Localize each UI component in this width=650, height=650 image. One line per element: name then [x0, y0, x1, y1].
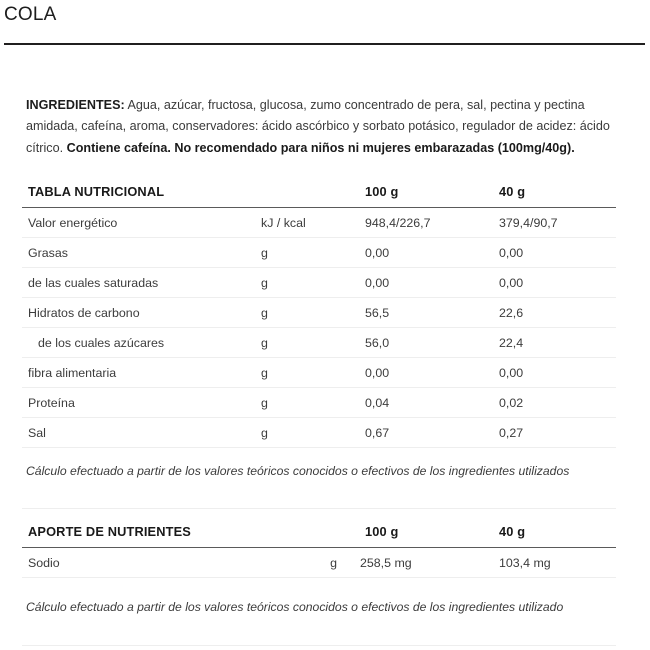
product-title: COLA: [4, 4, 57, 25]
row-label: Grasas: [22, 238, 260, 268]
row-value-40g: 0,00: [495, 358, 616, 388]
row-value-40g: 103,4 mg: [495, 548, 616, 578]
row-label: Proteína: [22, 388, 260, 418]
nutritional-table-body: [22, 208, 616, 448]
nutrients-table-body: [22, 548, 616, 578]
nutritional-table-title: TABLA NUTRICIONAL: [22, 176, 260, 208]
row-value-40g: 22,4: [495, 328, 616, 358]
table-row: [22, 298, 616, 328]
row-unit: g: [260, 548, 360, 578]
row-unit: g: [260, 268, 360, 298]
ingredients-warning: Contiene cafeína. No recomendado para niños ni mujeres embarazadas (100mg/40g).: [66, 140, 575, 155]
table-row: [22, 208, 616, 238]
nutrients-table: [22, 516, 616, 578]
row-unit: g: [260, 328, 360, 358]
table-row: [22, 238, 616, 268]
row-value-100g: 258,5 mg: [360, 548, 495, 578]
row-label: Valor energético: [22, 208, 260, 238]
row-unit: g: [260, 238, 360, 268]
table-row: [22, 268, 616, 298]
row-label: de los cuales azúcares: [22, 328, 260, 358]
table-row: [22, 548, 616, 578]
row-value-100g: 56,0: [360, 328, 495, 358]
nutritional-table: [22, 176, 616, 448]
nutrients-table-title: APORTE DE NUTRIENTES: [22, 516, 260, 548]
row-label: Hidratos de carbono: [22, 298, 260, 328]
column-header-40g: 40 g: [495, 516, 616, 548]
row-label: fibra alimentaria: [22, 358, 260, 388]
row-value-100g: 0,00: [360, 358, 495, 388]
row-value-40g: 379,4/90,7: [495, 208, 616, 238]
nutrients-table-footnote: Cálculo efectuado a partir de los valores teóricos conocidos o efectivos de los ingredientes utilizado: [26, 600, 564, 614]
column-header-unit: [260, 176, 360, 208]
footnote-divider-2: [22, 645, 616, 646]
column-header-100g: 100 g: [360, 176, 495, 208]
row-unit: kJ / kcal: [260, 208, 360, 238]
row-value-40g: 22,6: [495, 298, 616, 328]
table-row: [22, 388, 616, 418]
table-row: [22, 358, 616, 388]
table-header-row: [22, 516, 616, 548]
row-value-100g: 56,5: [360, 298, 495, 328]
row-value-100g: 0,00: [360, 268, 495, 298]
row-value-40g: 0,00: [495, 268, 616, 298]
nutritional-table-footnote: Cálculo efectuado a partir de los valores teóricos conocidos o efectivos de los ingredientes utilizados: [26, 464, 570, 478]
row-label: Sodio: [22, 548, 260, 578]
column-header-40g: 40 g: [495, 176, 616, 208]
row-value-100g: 0,04: [360, 388, 495, 418]
row-unit: g: [260, 388, 360, 418]
row-unit: g: [260, 418, 360, 448]
row-unit: g: [260, 298, 360, 328]
table-row: [22, 418, 616, 448]
column-header-unit: [260, 516, 360, 548]
row-value-100g: 948,4/226,7: [360, 208, 495, 238]
row-label: Sal: [22, 418, 260, 448]
row-label: de las cuales saturadas: [22, 268, 260, 298]
table-row: [22, 328, 616, 358]
ingredients-label: INGREDIENTES:: [26, 97, 125, 112]
row-value-40g: 0,27: [495, 418, 616, 448]
row-value-100g: 0,67: [360, 418, 495, 448]
ingredients-list: Agua, azúcar, fructosa, glucosa, zumo concentrado de pera, sal, pectina y pectina amidada, cafeína, aroma, conservadores: ácido ascórbico y sorbato potásico, regulador de acidez: ácido cítrico.: [26, 97, 610, 155]
row-value-40g: 0,02: [495, 388, 616, 418]
row-value-40g: 0,00: [495, 238, 616, 268]
row-value-100g: 0,00: [360, 238, 495, 268]
ingredients-paragraph: [26, 95, 623, 160]
row-unit: g: [260, 358, 360, 388]
title-divider: [4, 43, 645, 45]
footnote-divider-1: [22, 508, 616, 509]
column-header-100g: 100 g: [360, 516, 495, 548]
table-header-row: [22, 176, 616, 208]
